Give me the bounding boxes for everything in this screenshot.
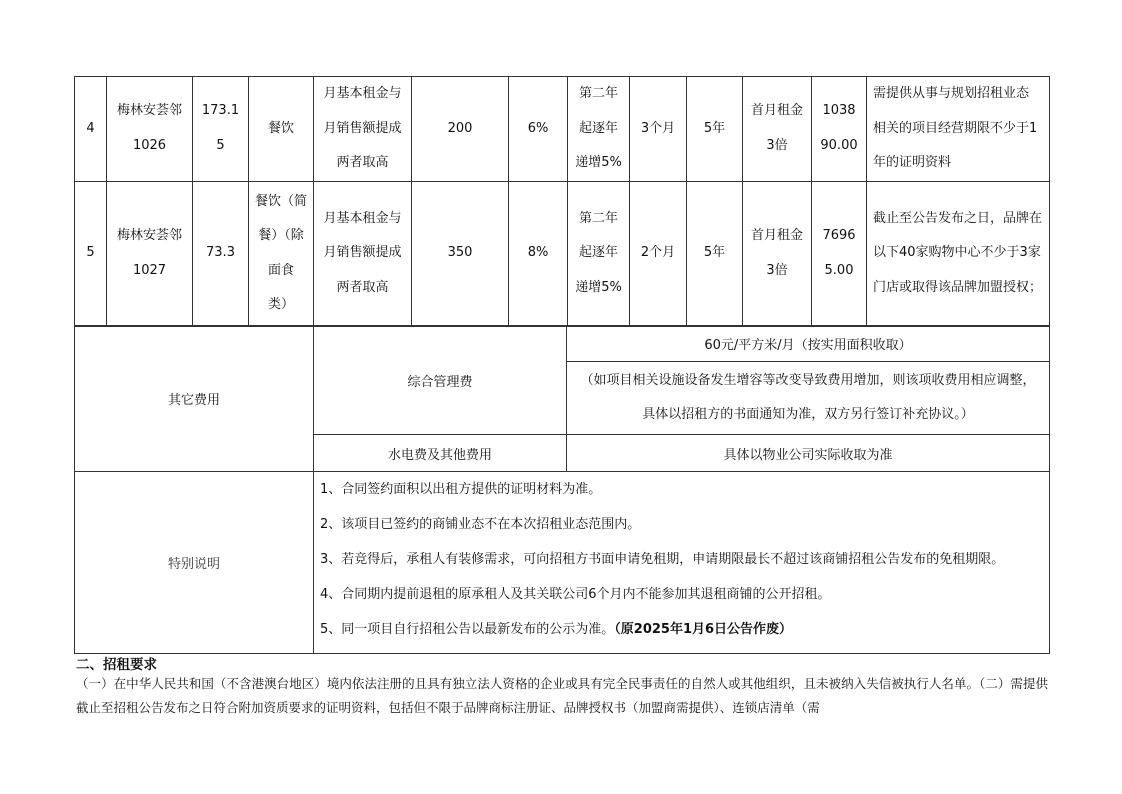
- cell-shop-line: 1026: [132, 137, 167, 153]
- cell-rent-method-line: 两者取高: [336, 155, 389, 170]
- cell-base-rent: 350: [412, 181, 509, 326]
- management-fee-label: 综合管理费: [314, 326, 567, 435]
- cell-requirement-line: 需提供从事与规划招租业态: [873, 86, 1030, 101]
- cell-requirement-line: 门店或取得该品牌加盟授权；: [873, 279, 1043, 295]
- cell-rent-method-line: 月销售额提成: [323, 245, 402, 261]
- cell-business: [249, 181, 314, 326]
- cell-rent-free: 2个月: [630, 181, 687, 326]
- special-notes-table: [74, 471, 1050, 654]
- cell-deposit-line: 首月租金: [750, 103, 803, 119]
- cell-business-line: 餐饮（简: [254, 193, 307, 209]
- cell-no: 5: [75, 181, 107, 326]
- cell-base-rent: 200: [412, 77, 509, 182]
- cell-business-line: 面食: [267, 262, 294, 278]
- cell-rent-method-line: 月销售额提成: [323, 120, 402, 136]
- cell-requirement-line: 以下40家购物中心不少于3家: [873, 245, 1041, 261]
- cell-deposit: [743, 181, 812, 326]
- utility-fee-label: 水电费及其他费用: [314, 435, 567, 472]
- note-item: 4、合同期内提前退租的原承租人及其关联公司6个月内不能参加其退租商铺的公开招租。: [320, 587, 831, 602]
- cell-area-line: 173.1: [201, 103, 240, 119]
- cell-shop-line: 梅林安荟邻: [116, 103, 182, 119]
- special-notes-label: 特别说明: [75, 472, 314, 654]
- cell-requirement: [867, 77, 1050, 182]
- cell-amount: [812, 77, 867, 182]
- cell-increase-line: 递增5%: [575, 155, 622, 170]
- cell-no: 4: [75, 77, 107, 182]
- cell-term: 5年: [687, 181, 743, 326]
- cell-requirement-line: 年的证明资料: [873, 155, 952, 170]
- note-item: 2、该项目已签约的商铺业态不在本次招租业态范围内。: [320, 517, 641, 532]
- cell-area-line: 73.3: [206, 245, 235, 261]
- section-heading: 二、招租要求: [76, 657, 157, 673]
- cell-increase-line: 第二年: [578, 86, 618, 101]
- cell-shop-line: 1027: [132, 262, 167, 278]
- cell-amount-line: 1038: [822, 103, 856, 119]
- cell-rent-method: [314, 77, 412, 182]
- management-fee-note-line-2: 具体以招租方的书面通知为准，双方另行签订补充协议。）: [642, 407, 974, 422]
- cell-commission: 8%: [509, 181, 568, 326]
- management-fee-note-line-1: （如项目相关设施设备发生增容等改变导致费用增加，则该项收费用相应调整，: [580, 373, 1036, 388]
- cell-deposit: [743, 77, 812, 182]
- cell-rent-method-line: 月基本租金与: [323, 86, 402, 101]
- cell-amount: [812, 181, 867, 326]
- cell-increase-line: 起逐年: [578, 120, 618, 136]
- cell-amount-line: 7696: [822, 228, 856, 243]
- other-fees-table: [74, 325, 1050, 472]
- cell-shop: [107, 181, 193, 326]
- cell-rent-method-line: 两者取高: [336, 279, 389, 295]
- cell-shop-line: 梅林安荟邻: [116, 228, 182, 243]
- cell-increase: [568, 77, 630, 182]
- management-fee-value: 60元/平方米/月（按实用面积收取）: [567, 326, 1050, 362]
- cell-requirement-line: 相关的项目经营期限不少于1: [873, 120, 1038, 136]
- listing-table: [74, 76, 1050, 327]
- cell-increase-line: 起逐年: [578, 245, 618, 261]
- section-body: （一）在中华人民共和国（不含港澳台地区）境内依法注册的且具有独立法人资格的企业或具有完全民事责任的自然人或其他组织，且未被纳入失信被执行人名单。（二）需提供截止至招租公告发布之日符合附加资质要求的证明资料，包括但不限于品牌商标注册证、品牌授权书（加盟商需提供）、连锁店清单（需: [76, 676, 1048, 715]
- cell-commission: 6%: [509, 77, 568, 182]
- cell-area: [193, 181, 249, 326]
- cell-amount-line: 5.00: [824, 262, 854, 278]
- special-notes-list: [314, 472, 1050, 654]
- table-row: [75, 77, 1050, 182]
- cell-increase-line: 递增5%: [575, 279, 622, 295]
- cell-business-line: 类）: [267, 297, 294, 312]
- other-fees-label: 其它费用: [75, 326, 314, 472]
- cell-shop: [107, 77, 193, 182]
- cell-requirement-line: 截止至公告发布之日，品牌在: [873, 210, 1043, 226]
- cell-deposit-line: 3倍: [766, 262, 788, 278]
- cell-increase: [568, 181, 630, 326]
- note-item: [320, 618, 1049, 653]
- utility-fee-value: 具体以物业公司实际收取为准: [567, 435, 1050, 472]
- cell-deposit-line: 3倍: [766, 137, 788, 153]
- cell-business-line: 餐饮: [267, 120, 294, 136]
- cell-business: [249, 77, 314, 182]
- cell-increase-line: 第二年: [578, 210, 618, 226]
- note-item-5-text: 5、同一项目自行招租公告以最新发布的公示为准。: [320, 622, 615, 637]
- table-row: [75, 181, 1050, 326]
- cell-area: [193, 77, 249, 182]
- cell-area-line: 5: [216, 137, 225, 153]
- cell-deposit-line: 首月租金: [750, 228, 803, 243]
- cell-business-line: 餐）（除: [258, 228, 304, 243]
- cell-amount-line: 90.00: [820, 137, 858, 153]
- cell-rent-free: 3个月: [630, 77, 687, 182]
- cell-rent-method: [314, 181, 412, 326]
- note-item-5-bold: （原2025年1月6日公告作废）: [614, 622, 793, 637]
- cell-term: 5年: [687, 77, 743, 182]
- cell-requirement: [867, 181, 1050, 326]
- cell-rent-method-line: 月基本租金与: [323, 210, 402, 226]
- management-fee-note: [567, 362, 1050, 435]
- note-item: 3、若竞得后，承租人有装修需求，可向招租方书面申请免租期，申请期限最长不超过该商铺招租公告发布的免租期限。: [320, 552, 1005, 567]
- note-item: 1、合同签约面积以出租方提供的证明材料为准。: [320, 482, 602, 497]
